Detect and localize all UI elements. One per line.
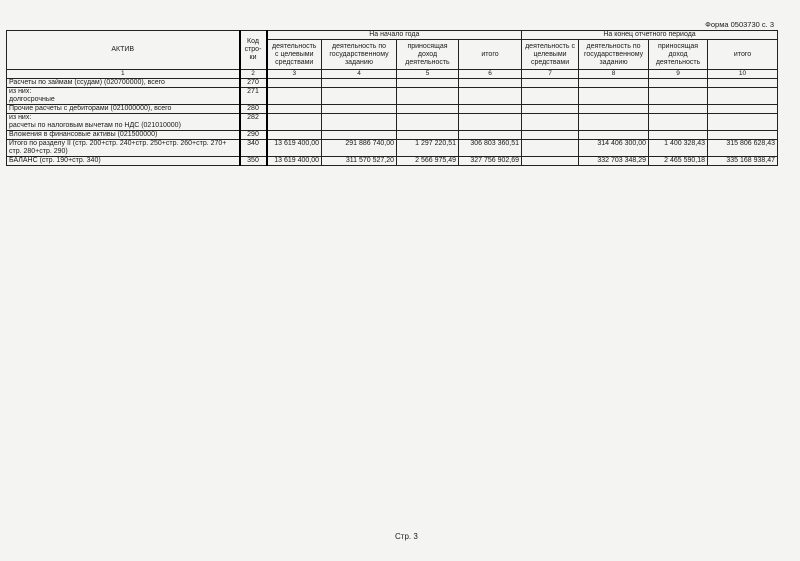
table-row bbox=[7, 140, 778, 157]
value-cell bbox=[708, 88, 778, 105]
value-cell bbox=[649, 105, 708, 114]
value-cell: 13 619 400,00 bbox=[267, 157, 322, 166]
value-cell bbox=[267, 88, 322, 105]
table-row bbox=[7, 157, 778, 166]
value-cell bbox=[579, 105, 649, 114]
value-cell bbox=[522, 157, 579, 166]
row-label: из них: долгосрочные bbox=[7, 88, 240, 105]
table-row bbox=[7, 79, 778, 88]
col-number: 6 bbox=[459, 70, 522, 79]
value-cell: 2 465 590,18 bbox=[649, 157, 708, 166]
value-cell: 315 806 628,43 bbox=[708, 140, 778, 157]
table-row bbox=[7, 114, 778, 131]
row-label: Вложения в финансовые активы (021500000) bbox=[7, 131, 240, 140]
value-cell: 1 297 220,51 bbox=[397, 140, 459, 157]
row-code: 350 bbox=[240, 157, 267, 166]
value-cell bbox=[579, 131, 649, 140]
value-cell bbox=[522, 88, 579, 105]
value-cell bbox=[708, 114, 778, 131]
sub-header: приносящая доход деятельность bbox=[649, 40, 708, 70]
column-number-row bbox=[7, 70, 778, 79]
value-cell bbox=[522, 114, 579, 131]
value-cell bbox=[649, 88, 708, 105]
header-row-1 bbox=[7, 31, 778, 40]
sub-header: деятельность по государственному заданию bbox=[579, 40, 649, 70]
value-cell bbox=[397, 88, 459, 105]
value-cell bbox=[397, 105, 459, 114]
col-number: 10 bbox=[708, 70, 778, 79]
col-number: 2 bbox=[240, 70, 267, 79]
value-cell bbox=[522, 140, 579, 157]
row-label: Прочие расчеты с дебиторами (021000000), всего bbox=[7, 105, 240, 114]
value-cell bbox=[459, 79, 522, 88]
value-cell bbox=[322, 88, 397, 105]
col-number: 7 bbox=[522, 70, 579, 79]
value-cell: 327 756 902,69 bbox=[459, 157, 522, 166]
value-cell bbox=[267, 131, 322, 140]
value-cell bbox=[522, 131, 579, 140]
value-cell bbox=[322, 79, 397, 88]
col-number: 3 bbox=[267, 70, 322, 79]
value-cell: 311 570 527,20 bbox=[322, 157, 397, 166]
row-code: 280 bbox=[240, 105, 267, 114]
value-cell bbox=[708, 105, 778, 114]
value-cell: 13 619 400,00 bbox=[267, 140, 322, 157]
value-cell bbox=[649, 131, 708, 140]
value-cell bbox=[397, 131, 459, 140]
row-label: БАЛАНС (стр. 190+стр. 340) bbox=[7, 157, 240, 166]
group-end-header: На конец отчетного периода bbox=[522, 31, 778, 40]
sub-header: итого bbox=[708, 40, 778, 70]
page-number: Стр. 3 bbox=[395, 532, 418, 541]
row-code: 271 bbox=[240, 88, 267, 105]
row-label: Итого по разделу II (стр. 200+стр. 240+стр. 250+стр. 260+стр. 270+ стр. 280+стр. 290) bbox=[7, 140, 240, 157]
col-number: 1 bbox=[7, 70, 240, 79]
col-code-header: Код стро-ки bbox=[240, 31, 267, 70]
value-cell bbox=[397, 114, 459, 131]
row-code: 340 bbox=[240, 140, 267, 157]
value-cell bbox=[267, 105, 322, 114]
row-label: Расчеты по займам (ссудам) (020700000), всего bbox=[7, 79, 240, 88]
sub-header: приносящая доход деятельность bbox=[397, 40, 459, 70]
col-number: 8 bbox=[579, 70, 649, 79]
group-start-header: На начало года bbox=[267, 31, 522, 40]
value-cell bbox=[322, 131, 397, 140]
value-cell: 335 168 938,47 bbox=[708, 157, 778, 166]
sub-header: деятельность с целевыми средствами bbox=[267, 40, 322, 70]
value-cell bbox=[579, 88, 649, 105]
asset-table bbox=[6, 30, 778, 166]
value-cell bbox=[579, 114, 649, 131]
row-code: 270 bbox=[240, 79, 267, 88]
value-cell bbox=[322, 105, 397, 114]
value-cell: 314 406 300,00 bbox=[579, 140, 649, 157]
value-cell bbox=[522, 79, 579, 88]
value-cell bbox=[267, 79, 322, 88]
value-cell bbox=[649, 114, 708, 131]
table-row bbox=[7, 131, 778, 140]
value-cell bbox=[708, 79, 778, 88]
value-cell bbox=[708, 131, 778, 140]
row-label: из них: расчеты по налоговым вычетам по НДС (021010000) bbox=[7, 114, 240, 131]
value-cell: 332 703 348,29 bbox=[579, 157, 649, 166]
col-number: 9 bbox=[649, 70, 708, 79]
value-cell bbox=[579, 79, 649, 88]
form-code: Форма 0503730 с. 3 bbox=[705, 20, 774, 29]
col-number: 5 bbox=[397, 70, 459, 79]
col-number: 4 bbox=[322, 70, 397, 79]
value-cell bbox=[322, 114, 397, 131]
sub-header: деятельность с целевыми средствами bbox=[522, 40, 579, 70]
table-row bbox=[7, 105, 778, 114]
value-cell bbox=[649, 79, 708, 88]
sub-header: деятельность по государственному заданию bbox=[322, 40, 397, 70]
value-cell: 291 886 740,00 bbox=[322, 140, 397, 157]
value-cell bbox=[522, 105, 579, 114]
value-cell bbox=[459, 114, 522, 131]
value-cell bbox=[459, 131, 522, 140]
value-cell bbox=[459, 105, 522, 114]
value-cell bbox=[459, 88, 522, 105]
value-cell: 306 803 360,51 bbox=[459, 140, 522, 157]
row-code: 282 bbox=[240, 114, 267, 131]
value-cell bbox=[267, 114, 322, 131]
value-cell bbox=[397, 79, 459, 88]
sub-header: итого bbox=[459, 40, 522, 70]
value-cell: 1 400 328,43 bbox=[649, 140, 708, 157]
value-cell: 2 566 975,49 bbox=[397, 157, 459, 166]
row-code: 290 bbox=[240, 131, 267, 140]
table-row bbox=[7, 88, 778, 105]
col-asset-header: АКТИВ bbox=[7, 31, 240, 70]
